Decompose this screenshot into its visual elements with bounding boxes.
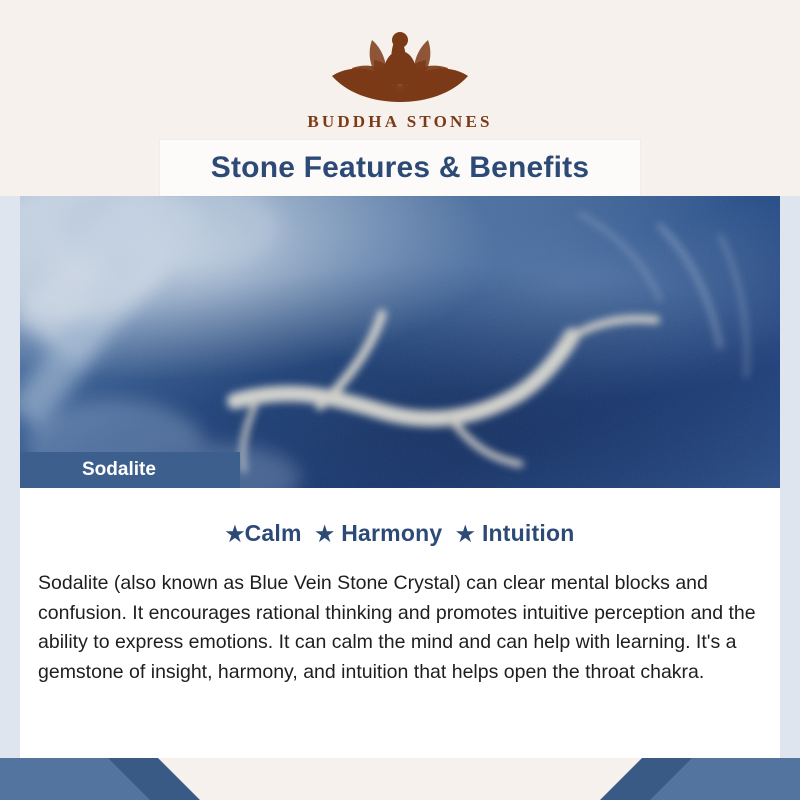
side-band-left: [0, 196, 20, 758]
stone-name-text: Sodalite: [82, 459, 156, 480]
side-band-right: [780, 196, 800, 758]
content-panel: [20, 488, 780, 758]
brand-name: BUDDHA STONES: [307, 112, 493, 131]
keyword-intuition: Intuition: [481, 520, 575, 546]
stone-description: Sodalite (also known as Blue Vein Stone Crystal) can clear mental blocks and confusion. It encourages rational thinking and promotes intuitive perception and the ability to express emotions. It can calm the mind and can help with learning. It's a gemstone of insight, harmony, and intuition that helps open the throat chakra.: [38, 572, 756, 683]
brand-logo: [0, 18, 800, 132]
sodalite-stone-photo: [20, 196, 780, 488]
star-icon: ★: [455, 523, 475, 546]
keyword-list: [20, 520, 780, 547]
lotus-meditation-figure-icon: [0, 18, 800, 110]
star-icon: ★: [315, 523, 335, 546]
keyword-harmony: Harmony: [341, 520, 443, 546]
page-title: Stone Features & Benefits: [210, 151, 590, 184]
keyword-calm: Calm: [244, 520, 302, 546]
star-icon: ★: [225, 523, 245, 546]
stone-name-label: [20, 452, 240, 488]
header: [0, 0, 800, 196]
page-title-band: [160, 140, 640, 196]
